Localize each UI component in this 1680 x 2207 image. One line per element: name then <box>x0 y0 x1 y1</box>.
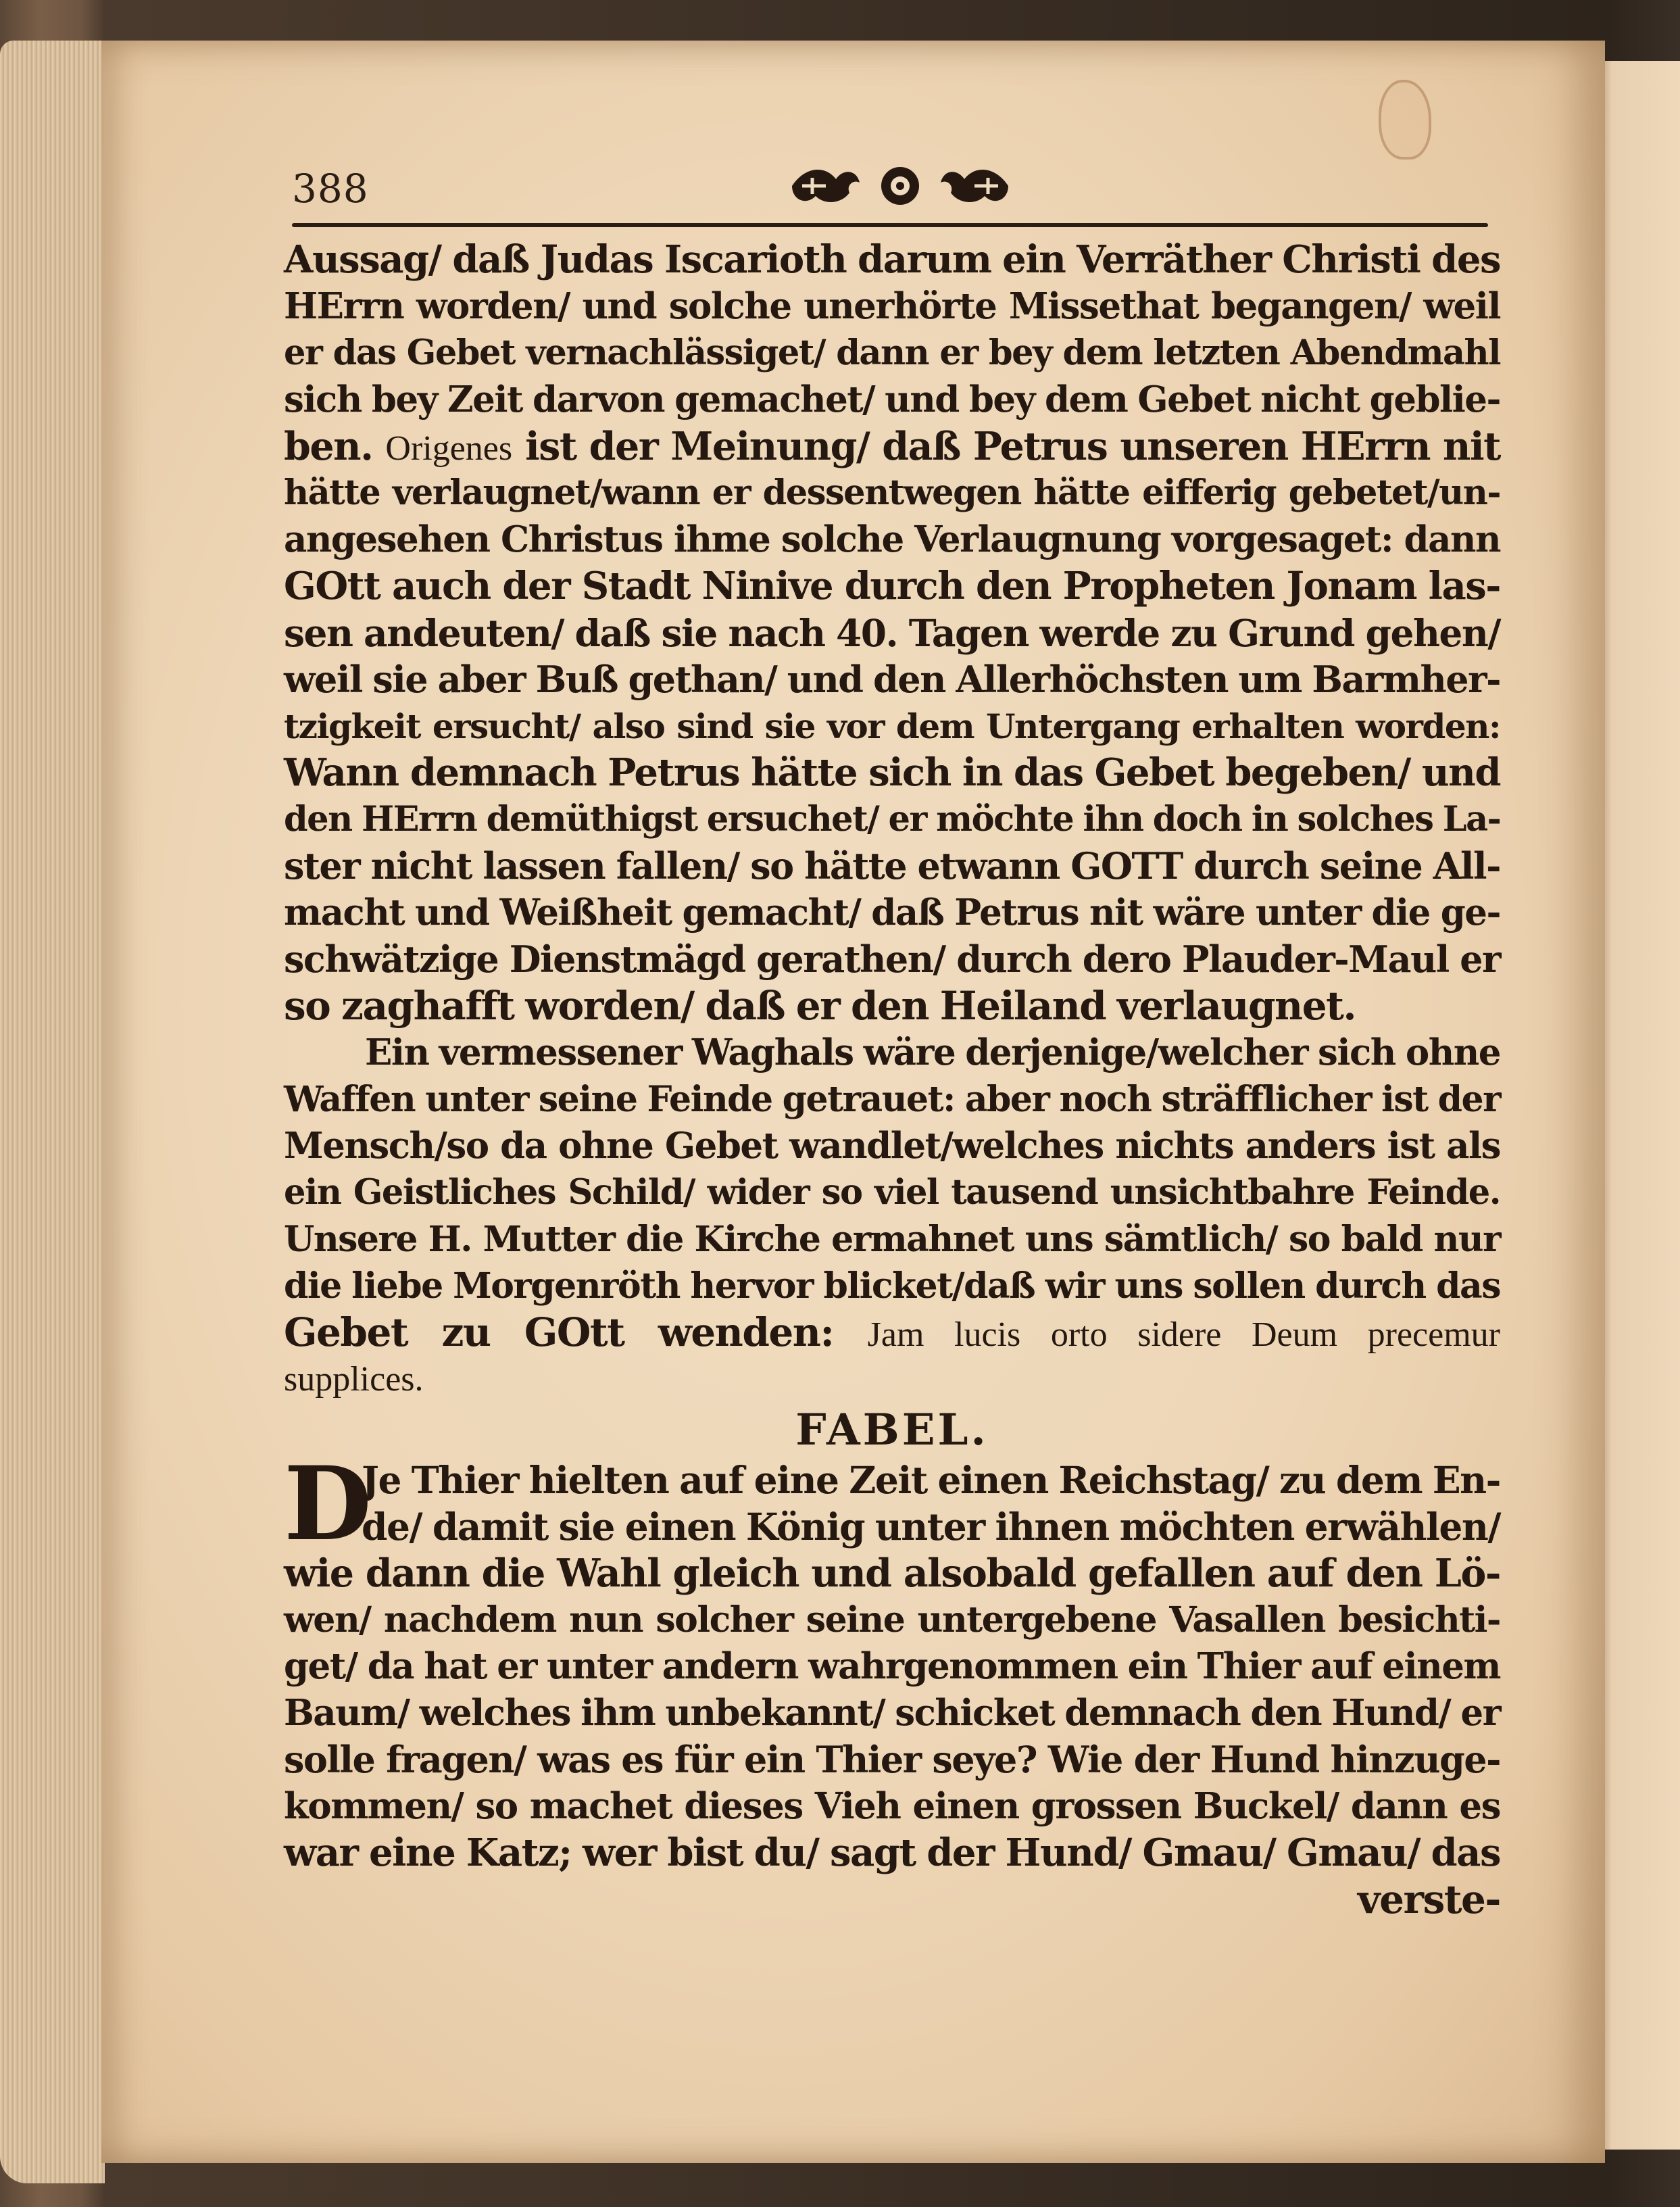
text-line: er das Gebet vernachlässiget/ dann er bey dem letzten Abendmahl <box>284 333 1500 373</box>
text-line: get/ da hat er unter andern wahrgenommen ein Thier auf einem <box>284 1645 1500 1687</box>
page-body <box>284 237 1500 1923</box>
text-line: schwätzige Dienstmägd gerathen/ durch dero Plauder-Maul er <box>284 938 1500 981</box>
text-line: hätte verlaugnet/wann er dessentwegen hätte eifferig gebetet/un- <box>284 472 1500 513</box>
text-line: Ein vermessener Waghals wäre derjenige/welcher sich ohne <box>365 1032 1500 1073</box>
header-rule <box>292 223 1488 227</box>
text-line: HErrn worden/ und solche unerhörte Missethat begangen/ weil <box>284 285 1500 327</box>
text-line: war eine Katz; wer bist du/ sagt der Hund/ Gmau/ Gmau/ das <box>284 1830 1500 1875</box>
text-line: ein Geistliches Schild/ wider so viel tausend unsichtbahre Feinde. <box>284 1172 1500 1213</box>
text-line: macht und Weißheit gemacht/ daß Petrus nit wäre unter die ge- <box>284 892 1500 933</box>
text-line: wen/ nachdem nun solcher seine untergebene Vasallen besichti- <box>284 1599 1500 1641</box>
fable-paragraph <box>284 1445 1500 1876</box>
text-line: Mensch/so da ohne Gebet wandlet/welches nichts anders ist als <box>284 1125 1500 1167</box>
text-line: sich bey Zeit darvon gemachet/ und bey dem Gebet nicht geblie- <box>284 379 1500 420</box>
drop-cap: D <box>284 1445 372 1563</box>
fable-heading: FABEL. <box>795 1405 989 1455</box>
text-line: den HErrn demüthigst ersuchet/ er möchte ihn doch in solches La- <box>284 799 1501 840</box>
text-line: Wann demnach Petrus hätte sich in das Gebet begeben/ und <box>284 750 1500 795</box>
text-line: Unsere H. Mutter die Kirche ermahnet uns sämtlich/ so bald nur <box>284 1219 1500 1260</box>
text-line: wie dann die Wahl gleich und alsobald gefallen auf den Lö- <box>284 1551 1500 1596</box>
page-number: 388 <box>292 166 369 212</box>
facing-page-edge <box>1595 61 1680 2150</box>
text-line: weil sie aber Buß gethan/ und den Allerhöchsten um Barmher- <box>284 658 1500 701</box>
text-line: Je Thier hielten auf eine Zeit einen Reichstag/ zu dem En- <box>362 1458 1500 1502</box>
text-line: angesehen Christus ihme solche Verlaugnung vorgesaget: dann <box>284 518 1500 560</box>
latin-quote-end: supplices. <box>284 1360 424 1399</box>
text-span: ist der Meinung/ daß Petrus unseren HErrn nit <box>525 424 1500 469</box>
text-line: so zaghafft worden/ daß er den Heiland verlaugnet. <box>284 983 1356 1029</box>
text-line: tzigkeit ersucht/ also sind sie vor dem Untergang erhalten worden: <box>284 706 1500 746</box>
text-line: de/ damit sie einen König unter ihnen möchten erwählen/ <box>362 1505 1500 1549</box>
text-line: Baum/ welches ihm unbekannt/ schicket demnach den Hund/ er <box>284 1692 1500 1734</box>
latin-name: Origenes <box>385 429 513 468</box>
text-line: die liebe Morgenröth hervor blicket/daß wir uns sollen durch das <box>284 1265 1500 1307</box>
text-line: Aussag/ daß Judas Iscarioth darum ein Verräther Christi des <box>284 237 1500 282</box>
text-line: sen andeuten/ daß sie nach 40. Tagen werde zu Grund gehen/ <box>284 611 1500 655</box>
text-line <box>284 1309 1500 1356</box>
text-line: solle fragen/ was es für ein Thier seye? Wie der Hund hinzuge- <box>284 1738 1500 1781</box>
text-span: ben. <box>284 424 373 469</box>
catchword: verste- <box>1357 1876 1500 1922</box>
text-line: kommen/ so machet dieses Vieh einen grossen Buckel/ dann es <box>284 1785 1500 1827</box>
text-line: Waffen unter seine Feinde getrauet: aber noch sträfflicher ist der <box>284 1079 1500 1120</box>
latin-quote: Jam lucis orto sidere Deum precemur <box>867 1315 1500 1354</box>
text-span: Gebet zu GOtt wenden: <box>284 1309 834 1355</box>
page-edges <box>0 41 105 2183</box>
paper-stain <box>1379 80 1431 160</box>
text-line <box>284 423 1500 470</box>
ornament-icon <box>785 159 1015 213</box>
page-header <box>292 155 1488 230</box>
text-line: ster nicht lassen fallen/ so hätte etwann GOTT durch seine All- <box>284 844 1500 888</box>
text-line: GOtt auch der Stadt Ninive durch den Propheten Jonam las- <box>284 564 1500 608</box>
